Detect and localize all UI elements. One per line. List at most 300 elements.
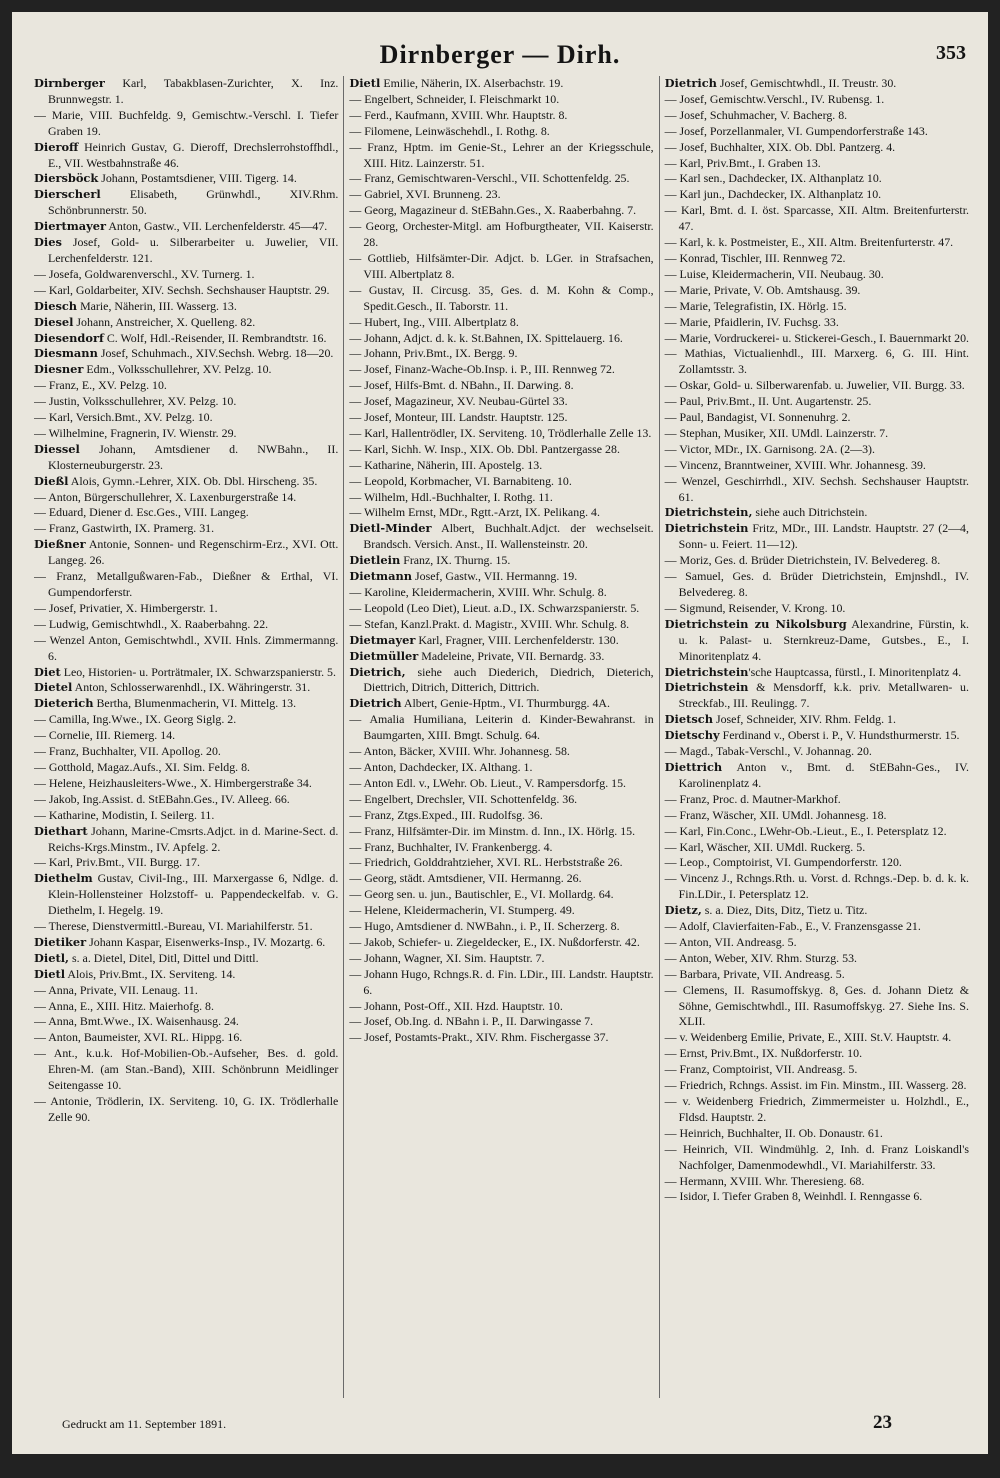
entry-text: Josef, Gastw., VII. Hermanng. 19. <box>412 569 578 584</box>
directory-entry <box>665 140 969 156</box>
entry-text: — Karl, Hallentrödler, IX. Serviteng. 10, Trödlerhalle Zelle 13. <box>349 425 652 440</box>
entry-text: Josef, Schuhmach., XIV.Sechsh. Webrg. 18—20. <box>97 346 334 361</box>
entry-text: — Anton, Weber, XIV. Rhm. Sturzg. 53. <box>664 950 857 965</box>
directory-entry <box>34 108 338 140</box>
entry-text: & Mensdorff, k.k. priv. Metallwaren- u. Streckfab., III. Reulingg. 7. <box>678 680 969 711</box>
entry-text: — Paul, Bandagist, VI. Sonnenuhrg. 2. <box>664 410 851 425</box>
entry-surname: Diessel <box>34 441 80 456</box>
entry-text: — Franz, E., XV. Pelzg. 10. <box>34 378 167 393</box>
entry-surname: Dietiker <box>34 934 87 949</box>
entry-text: — Karl sen., Dachdecker, IX. Althanplatz 10. <box>664 171 882 186</box>
entry-text: — Friedrich, Rchngs. Assist. im Fin. Minstm., III. Wasserg. 28. <box>664 1078 967 1093</box>
directory-entry <box>665 1189 969 1205</box>
entry-text: Albert, Buchhalt.Adjct. der wechselseit. Brandsch. Versich. Anst., II. Wallensteinstr. 20. <box>363 521 654 552</box>
directory-entry <box>665 315 969 331</box>
entry-text: — Clemens, II. Rasumoffskyg. 8, Ges. d. Johann Dietz & Söhne, Gemischtwhdl., III. Rasumoffskyg. 27. Siehe Ins. S. XLII. <box>664 982 969 1029</box>
entry-text: Karl, Tabakblasen-Zurichter, X. Inz. Brunnwegstr. 1. <box>48 76 339 106</box>
entry-text: — Gustav, II. Circusg. 35, Ges. d. M. Kohn & Comp., Spedit.Gesch., II. Taborstr. 11. <box>349 282 654 313</box>
directory-entry <box>349 903 653 919</box>
directory-entry <box>665 569 969 601</box>
entry-text: — Karoline, Kleidermacherin, XVIII. Whr. Schulg. 8. <box>349 585 607 599</box>
entry-surname: Dietl <box>349 76 381 90</box>
directory-entry <box>349 187 653 203</box>
entry-text: — Karl, Versich.Bmt., XV. Pelzg. 10. <box>34 410 213 425</box>
entry-surname: Dietl, <box>34 950 70 965</box>
directory-entry <box>665 346 969 378</box>
directory-entry <box>34 410 338 426</box>
directory-entry <box>349 712 653 744</box>
entry-surname: Dietl-Minder <box>349 521 432 536</box>
entry-text: — Franz, Comptoirist, VII. Andreasg. 5. <box>664 1062 858 1077</box>
directory-entry <box>349 108 653 124</box>
entry-surname: Dietrich, <box>349 664 406 679</box>
entry-text: Madeleine, Private, VII. Bernardg. 33. <box>418 648 605 663</box>
entry-surname: Dieroff <box>34 139 79 154</box>
directory-entry <box>665 760 969 792</box>
directory-entry <box>349 633 653 649</box>
entry-text: — Engelbert, Schneider, I. Fleischmarkt 10. <box>349 91 560 106</box>
directory-entry <box>665 601 969 617</box>
entry-text: Johann, Marine-Cmsrts.Adjct. in d. Marine-Sect. d. Reichs-Krgs.Minstm., IV. Apfelg. 2. <box>48 823 339 854</box>
directory-entry <box>665 1094 969 1126</box>
directory-entry <box>349 505 653 521</box>
entry-surname: Diertmayer <box>34 219 107 234</box>
directory-entry <box>349 665 653 697</box>
entry-text: — Therese, Dienstvermittl.-Bureau, VI. Mariahilferstr. 51. <box>34 919 313 934</box>
entry-text: — Josef, Privatier, X. Himbergerstr. 1. <box>34 600 218 615</box>
entry-text: — Vincenz, Branntweiner, XVIII. Whr. Johannesg. 39. <box>664 457 926 472</box>
directory-entry <box>349 951 653 967</box>
entry-text: 'sche Hauptcassa, fürstl., I. Minoritenplatz 4. <box>748 664 962 679</box>
entry-surname: Diet <box>34 664 61 679</box>
entry-text: Alexandrine, Fürstin, k. u. k. Palast- u. Sternkreuz-Dame, Gutsbes., E., I. Minoritenplatz 4. <box>678 616 969 663</box>
directory-entry <box>349 203 653 219</box>
entry-text: — Franz, Buchhalter, VII. Apollog. 20. <box>34 744 221 759</box>
directory-entry <box>34 537 338 569</box>
directory-entry <box>349 331 653 347</box>
directory-entry <box>665 171 969 187</box>
directory-entry <box>349 124 653 140</box>
directory-entry <box>665 521 969 553</box>
entry-text: — Franz, Ztgs.Exped., III. Rudolfsg. 36. <box>349 807 543 822</box>
entry-text: — Anna, Private, VII. Lenaug. 11. <box>34 982 198 997</box>
directory-entry <box>665 1078 969 1094</box>
entry-surname: Dietz, <box>664 903 702 918</box>
directory-entry <box>349 553 653 569</box>
entry-text: — Wilhelmine, Fragnerin, IV. Wienstr. 29. <box>34 425 237 440</box>
entry-text: Johann Kaspar, Eisenwerks-Insp., IV. Mozartg. 6. <box>86 934 326 949</box>
directory-entry <box>349 92 653 108</box>
entry-text: Edm., Volksschullehrer, XV. Pelzg. 10. <box>83 362 272 377</box>
entry-surname: Dietlein <box>349 553 401 568</box>
entry-text: — Anton, Dachdecker, IX. Althang. 1. <box>349 759 533 774</box>
entry-text: Josef, Gemischtwhdl., II. Treustr. 30. <box>716 76 897 90</box>
entry-text: Franz, IX. Thurng. 15. <box>400 553 511 568</box>
directory-entry <box>665 1030 969 1046</box>
directory-entry <box>34 521 338 537</box>
entry-surname: Diesmann <box>34 346 98 361</box>
directory-entry <box>665 665 969 681</box>
directory-entry <box>349 617 653 633</box>
entry-surname: Dietrichstein <box>664 664 749 679</box>
entry-surname: Diersböck <box>34 171 99 186</box>
directory-entry <box>665 331 969 347</box>
directory-entry <box>665 394 969 410</box>
directory-entry <box>349 776 653 792</box>
entry-surname: Dietrich <box>349 696 402 711</box>
entry-text: Josef, Gold- u. Silberarbeiter u. Juwelier, VII. Lerchenfelderstr. 121. <box>48 235 339 265</box>
directory-page <box>12 12 988 1454</box>
directory-entry <box>665 840 969 856</box>
entry-text: siehe auch Diederich, Diedrich, Dieterich, Diettrich, Ditrich, Ditterich, Dittrich. <box>363 664 654 695</box>
entry-text: — Karl, Sichh. W. Insp., XIX. Ob. Dbl. Pantzergasse 28. <box>349 441 620 456</box>
directory-entry <box>34 490 338 506</box>
directory-entry <box>665 410 969 426</box>
directory-entry <box>665 299 969 315</box>
directory-entry <box>665 1126 969 1142</box>
entry-text: — Johann, Wagner, XI. Sim. Hauptstr. 7. <box>349 950 545 965</box>
entry-text: — Franz, Gastwirth, IX. Pramerg. 31. <box>34 521 215 536</box>
entry-text: — Anton, Bäcker, XVIII. Whr. Johannesg. 58. <box>349 744 570 759</box>
page-header <box>12 40 988 80</box>
directory-entry <box>349 585 653 601</box>
entry-text: — Konrad, Tischler, III. Rennweg 72. <box>664 250 846 265</box>
directory-entry <box>34 235 338 267</box>
entry-text: s. a. Dietel, Ditel, Ditl, Dittel und Dittl. <box>69 950 259 965</box>
entry-text: — Luise, Kleidermacherin, VII. Neubaug. 30. <box>664 266 884 281</box>
entry-text: Marie, Näherin, III. Wasserg. 13. <box>77 298 237 313</box>
directory-entry <box>34 140 338 172</box>
entry-text: — Barbara, Private, VII. Andreasg. 5. <box>664 966 845 981</box>
entry-text: — Franz, Wäscher, XII. UMdl. Johannesg. 18. <box>664 807 887 822</box>
entry-text: — Marie, Vordruckerei- u. Stickerei-Gesch., I. Bauernmarkt 20. <box>664 330 969 345</box>
page-number: 353 <box>936 42 966 64</box>
directory-entry <box>34 680 338 696</box>
directory-entry <box>665 1046 969 1062</box>
directory-entry <box>349 569 653 585</box>
directory-entry <box>34 394 338 410</box>
entry-text: Antonie, Sonnen- und Regenschirm-Erz., XVI. Ott. Langeg. 26. <box>48 537 339 568</box>
directory-entry <box>34 171 338 187</box>
directory-entry <box>349 410 653 426</box>
directory-entry <box>349 601 653 617</box>
entry-text: — v. Weidenberg Emilie, Private, E., XIII. St.V. Hauptstr. 4. <box>664 1030 952 1045</box>
directory-entry <box>349 171 653 187</box>
entry-surname: Diesner <box>34 362 84 377</box>
entry-surname: Diettrich <box>664 759 723 774</box>
entry-text: — Georg, städt. Amtsdiener, VII. Hermanng. 26. <box>349 871 582 886</box>
entry-text: Fritz, MDr., III. Landstr. Hauptstr. 27 (2—4, Sonn- u. Feiert. 11—12). <box>678 521 969 552</box>
directory-entry <box>665 728 969 744</box>
entry-text: — Heinrich, VII. Windmühlg. 2, Inh. d. Franz Loiskandl's Nachfolger, Damenmodewhdl., VI. Mariahilferstr. 33. <box>664 1141 969 1172</box>
directory-entry <box>34 267 338 283</box>
entry-text: — Franz, Proc. d. Mautner-Markhof. <box>664 791 841 806</box>
entry-surname: Dieterich <box>34 696 94 711</box>
entry-text: — Jakob, Ing.Assist. d. StEBahn.Ges., IV. Alleeg. 66. <box>34 791 290 806</box>
directory-entry <box>349 362 653 378</box>
directory-entry <box>349 346 653 362</box>
directory-entry <box>665 919 969 935</box>
directory-entry <box>349 76 653 92</box>
entry-text: — Filomene, Leinwäschehdl., I. Rothg. 8. <box>349 123 550 138</box>
entry-text: — Georg sen. u. jun., Bautischler, E., VI. Mollardg. 64. <box>349 887 614 902</box>
entry-surname: Dierscherl <box>34 187 101 202</box>
directory-entry <box>349 283 653 315</box>
directory-entry <box>349 871 653 887</box>
entry-text: Leo, Historien- u. Porträtmaler, IX. Schwarzspanierstr. 5. <box>60 664 336 679</box>
entry-text: — Franz, Gemischtwaren-Verschl., VII. Schottenfeldg. 25. <box>349 171 630 186</box>
directory-entry <box>665 156 969 172</box>
entry-text: — Josef, Schuhmacher, V. Bacherg. 8. <box>664 107 848 122</box>
entry-text: — Karl, Bmt. d. I. öst. Sparcasse, XII. Altm. Breitenfurterstr. 47. <box>664 203 969 234</box>
directory-entry <box>34 855 338 871</box>
entry-text: — Johann, Priv.Bmt., IX. Bergg. 9. <box>349 346 518 361</box>
entry-text: Albert, Genie-Hptm., VI. Thurmburgg. 4A. <box>401 696 610 711</box>
entry-text: — Katharine, Näherin, III. Apostelg. 13. <box>349 457 543 472</box>
directory-entry <box>665 378 969 394</box>
entry-text: — Oskar, Gold- u. Silberwarenfab. u. Juwelier, VII. Burgg. 33. <box>664 378 965 393</box>
directory-entry <box>34 1014 338 1030</box>
directory-entry <box>349 999 653 1015</box>
directory-entry <box>665 808 969 824</box>
directory-entry <box>665 983 969 1031</box>
entry-text: — Helene, Heizhausleiters-Wwe., X. Himbergerstraße 34. <box>34 775 312 790</box>
directory-entry <box>665 903 969 919</box>
entry-text: — Franz, Hptm. im Genie-St., Lehrer an der Kriegsschule, XIII. Hitz. Lainzerstr. 51. <box>349 139 654 170</box>
entry-text: — Anton, VII. Andreasg. 5. <box>664 934 797 949</box>
directory-entry <box>349 219 653 251</box>
entry-text: — Josef, Postamts-Prakt., XIV. Rhm. Fischergasse 37. <box>349 1030 609 1045</box>
entry-text: — Marie, Telegrafistin, IX. Hörlg. 15. <box>664 298 847 313</box>
directory-entry <box>665 442 969 458</box>
entry-surname: Dietel <box>34 680 73 695</box>
signature-number: 23 <box>873 1412 892 1433</box>
entry-text: — Anton, Bürgerschullehrer, X. Laxenburgerstraße 14. <box>34 489 297 504</box>
directory-entry <box>349 394 653 410</box>
entry-text: — Engelbert, Drechsler, VII. Schottenfeldg. 36. <box>349 791 578 806</box>
entry-text: Elisabeth, Grünwhdl., XIV.Rhm. Schönbrunnerstr. 50. <box>48 187 339 218</box>
directory-entry <box>34 1030 338 1046</box>
directory-entry <box>34 792 338 808</box>
directory-entry <box>665 283 969 299</box>
entry-text: — Isidor, I. Tiefer Graben 8, Weinhdl. I. Renngasse 6. <box>664 1189 923 1204</box>
directory-entry <box>665 458 969 474</box>
directory-entry <box>665 553 969 569</box>
entry-text: — Marie, Pfaidlerin, IV. Fuchsg. 33. <box>664 314 839 329</box>
entry-text: — Antonie, Trödlerin, IX. Serviteng. 10, G. IX. Trödlerhalle Zelle 90. <box>34 1094 339 1124</box>
entry-text: Ferdinand v., Oberst i. P., V. Hundsthurmerstr. 15. <box>719 728 960 743</box>
directory-entry <box>34 505 338 521</box>
directory-entry <box>34 696 338 712</box>
column-1 <box>34 76 343 1398</box>
entry-text: — Jakob, Schiefer- u. Ziegeldecker, E., IX. Nußdorferstr. 42. <box>349 934 640 949</box>
directory-entry <box>34 744 338 760</box>
directory-entry <box>349 378 653 394</box>
entry-text: — Franz, Buchhalter, IV. Frankenbergg. 4. <box>349 839 553 854</box>
entry-text: Karl, Fragner, VIII. Lerchenfelderstr. 130. <box>415 632 619 647</box>
entry-surname: Dietrich <box>664 76 717 90</box>
directory-entry <box>665 1062 969 1078</box>
directory-entry <box>665 108 969 124</box>
entry-text: — Heinrich, Buchhalter, II. Ob. Donaustr. 61. <box>664 1125 883 1140</box>
entry-text: — Anna, E., XIII. Hitz. Maierhofg. 8. <box>34 998 214 1013</box>
directory-entry <box>34 935 338 951</box>
entry-text: — Josef, Buchhalter, XIX. Ob. Dbl. Pantzerg. 4. <box>664 139 896 154</box>
directory-entry <box>34 824 338 856</box>
entry-text: — Stefan, Kanzl.Prakt. d. Magistr., XVIII. Whr. Schulg. 8. <box>349 616 630 631</box>
directory-entry <box>665 712 969 728</box>
entry-text: Johann, Postamtsdiener, VIII. Tigerg. 14. <box>98 171 297 186</box>
directory-entry <box>665 187 969 203</box>
entry-text: — Karl, Wäscher, XII. UMdl. Ruckerg. 5. <box>664 839 866 854</box>
entry-text: Anton v., Bmt. d. StEBahn-Ges., IV. Karolinenplatz 4. <box>678 759 969 790</box>
directory-entry <box>665 951 969 967</box>
directory-entry <box>34 569 338 601</box>
directory-entry <box>665 203 969 235</box>
entry-text: — Anton, Baumeister, XVI. RL. Hippg. 16. <box>34 1030 243 1045</box>
directory-entry <box>34 776 338 792</box>
entry-text: — Paul, Priv.Bmt., II. Unt. Augartenstr. 25. <box>664 394 872 409</box>
entry-text: Alois, Gymn.-Lehrer, XIX. Ob. Dbl. Hirscheng. 35. <box>68 473 318 488</box>
entry-text: — Leopold, Korbmacher, VI. Barnabiteng. 10. <box>349 473 572 488</box>
entry-text: — Sigmund, Reisender, V. Krong. 10. <box>664 600 846 615</box>
entry-text: — Gabriel, XVI. Brunneng. 23. <box>349 187 501 202</box>
directory-entry <box>34 617 338 633</box>
entry-text: — Johann, Adjct. d. k. k. St.Bahnen, IX. Spittelauerg. 16. <box>349 330 623 345</box>
directory-entry <box>34 315 338 331</box>
entry-text: — Wilhelm Ernst, MDr., Rgtt.-Arzt, IX. Pelikang. 4. <box>349 505 600 520</box>
directory-entry <box>665 680 969 712</box>
entry-text: — Johann Hugo, Rchngs.R. d. Fin. LDir., III. Landstr. Hauptstr. 6. <box>349 966 654 997</box>
entry-surname: Dießner <box>34 537 86 552</box>
entry-text: — Anton Edl. v., LWehr. Ob. Lieut., V. Rampersdorfg. 15. <box>349 775 627 790</box>
directory-entry <box>665 935 969 951</box>
directory-entry <box>665 92 969 108</box>
entry-text: Emilie, Näherin, IX. Alserbachstr. 19. <box>380 76 564 90</box>
directory-entry <box>665 1142 969 1174</box>
entry-text: — Samuel, Ges. d. Brüder Dietrichstein, Emjnshdl., IV. Belvedereg. 8. <box>664 569 969 599</box>
entry-text: — Moriz, Ges. d. Brüder Dietrichstein, IV. Belvedereg. 8. <box>664 553 941 568</box>
directory-entry <box>665 76 969 92</box>
directory-entry <box>34 728 338 744</box>
entry-text: — Josef, Magazineur, XV. Neubau-Gürtel 33. <box>349 394 568 409</box>
directory-entry <box>665 426 969 442</box>
directory-entry <box>665 235 969 251</box>
directory-entry <box>349 760 653 776</box>
entry-text: — Georg, Magazineur d. StEBahn.Ges., X. Raaberbahng. 7. <box>349 203 637 218</box>
directory-entry <box>349 824 653 840</box>
directory-entry <box>349 808 653 824</box>
directory-entry <box>349 490 653 506</box>
directory-entry <box>349 521 653 553</box>
entry-text: — Johann, Post-Off., XII. Hzd. Hauptstr. 10. <box>349 998 563 1013</box>
directory-entry <box>665 967 969 983</box>
entry-surname: Dirnberger <box>34 76 105 90</box>
directory-entry <box>349 649 653 665</box>
directory-entry <box>34 299 338 315</box>
entry-text: — Josefa, Goldwarenverschl., XV. Turnerg. 1. <box>34 266 255 281</box>
directory-entry <box>349 442 653 458</box>
directory-entry <box>665 1174 969 1190</box>
entry-text: — Katharine, Modistin, I. Seilerg. 11. <box>34 807 215 822</box>
entry-text: — Leopold (Leo Diet), Lieut. a.D., IX. Schwarzspanierstr. 5. <box>349 600 640 615</box>
directory-entry <box>349 935 653 951</box>
directory-entry <box>34 187 338 219</box>
directory-entry <box>349 1014 653 1030</box>
entry-text: — Karl, k. k. Postmeister, E., XII. Altm. Breitenfurterstr. 47. <box>664 235 954 250</box>
directory-entry <box>665 474 969 506</box>
directory-entry <box>349 855 653 871</box>
directory-entry <box>349 474 653 490</box>
directory-entry <box>665 871 969 903</box>
entry-text: — Karl jun., Dachdecker, IX. Althanplatz 10. <box>664 187 882 202</box>
directory-entry <box>34 712 338 728</box>
entry-text: — Gotthold, Magaz.Aufs., XI. Sim. Feldg. 8. <box>34 759 250 774</box>
directory-entry <box>665 267 969 283</box>
entry-text: — Ernst, Priv.Bmt., IX. Nußdorferstr. 10. <box>664 1046 863 1061</box>
entry-text: — Cornelie, III. Riemerg. 14. <box>34 728 176 743</box>
directory-entry <box>34 919 338 935</box>
directory-entry <box>349 458 653 474</box>
directory-entry <box>349 840 653 856</box>
entry-surname: Diethart <box>34 823 88 838</box>
directory-entry <box>34 219 338 235</box>
entry-text: — Helene, Kleidermacherin, VI. Stumperg. 49. <box>349 903 575 918</box>
entry-text: — Eduard, Diener d. Esc.Ges., VIII. Langeg. <box>34 505 249 520</box>
entry-surname: Dietrichstein zu Nikolsburg <box>664 616 847 631</box>
directory-entry <box>34 760 338 776</box>
entry-text: — Hermann, XVIII. Whr. Theresieng. 68. <box>664 1173 865 1188</box>
directory-entry <box>34 665 338 681</box>
entry-surname: Diesendorf <box>34 330 104 345</box>
entry-text: siehe auch Ditrichstein. <box>752 505 868 520</box>
directory-entry <box>34 967 338 983</box>
directory-entry <box>34 426 338 442</box>
directory-entry <box>349 315 653 331</box>
directory-entry <box>34 999 338 1015</box>
directory-entry <box>665 251 969 267</box>
page-footer <box>62 1408 952 1432</box>
entry-text: Gustav, Civil-Ing., III. Marxergasse 6, Ndlge. d. Klein-Hollensteiner Holzstoff- u. Pappendeckelfab. v. G. Diethelm, I. Hegelg. 19. <box>48 871 339 918</box>
directory-entry <box>34 1094 338 1126</box>
directory-entry <box>665 792 969 808</box>
entry-text: Bertha, Blumenmacherin, VI. Mittelg. 13. <box>93 696 297 711</box>
directory-columns <box>34 76 974 1398</box>
directory-entry <box>34 633 338 665</box>
entry-text: — Ant., k.u.k. Hof-Mobilien-Ob.-Aufseher, Bes. d. gold. Ehren-M. (am Stan.-Band), XIII. Schönbrunn Meidlinger Seitengasse 10. <box>34 1046 339 1093</box>
directory-entry <box>349 1030 653 1046</box>
entry-text: — Victor, MDr., IX. Garnisong. 2A. (2—3). <box>664 441 875 456</box>
entry-text: — Gottlieb, Hilfsämter-Dir. Adjct. b. LGer. in Strafsachen, VIII. Albertplatz 8. <box>349 250 654 281</box>
entry-text: Alois, Priv.Bmt., IX. Serviteng. 14. <box>65 966 236 981</box>
directory-entry <box>665 824 969 840</box>
entry-text: Anton, Schlosserwarenhdl., IX. Währingerstr. 31. <box>72 680 311 695</box>
directory-entry <box>34 76 338 108</box>
entry-text: — Josef, Gemischtw.Verschl., IV. Rubensg. 1. <box>664 91 885 106</box>
entry-text: — Stephan, Musiker, XII. UMdl. Lainzerstr. 7. <box>664 425 889 440</box>
entry-text: — Wenzel, Geschirrhdl., XIV. Sechsh. Sechshauser Hauptstr. 61. <box>664 473 969 504</box>
entry-text: — Josef, Finanz-Wache-Ob.Insp. i. P., III. Rennweg 72. <box>349 362 615 377</box>
directory-entry <box>665 855 969 871</box>
entry-text: — v. Weidenberg Friedrich, Zimmermeister u. Holzhdl., E., Fldsd. Hauptstr. 2. <box>664 1094 969 1124</box>
entry-text: — Franz, Hilfsämter-Dir. im Minstm. d. Inn., IX. Hörlg. 15. <box>349 823 636 838</box>
entry-text: — Mathias, Victualienhdl., III. Marxerg. 6, G. III. Hint. Zollamtsstr. 3. <box>664 346 969 377</box>
print-date: Gedruckt am 11. September 1891. <box>62 1417 227 1431</box>
entry-text: — Josef, Hilfs-Bmt. d. NBahn., II. Darwing. 8. <box>349 378 574 393</box>
directory-entry <box>349 887 653 903</box>
entry-text: — Magd., Tabak-Verschl., V. Johannag. 20. <box>664 744 872 759</box>
entry-text: — Friedrich, Golddrahtzieher, XVI. RL. Herbststraße 26. <box>349 855 623 870</box>
